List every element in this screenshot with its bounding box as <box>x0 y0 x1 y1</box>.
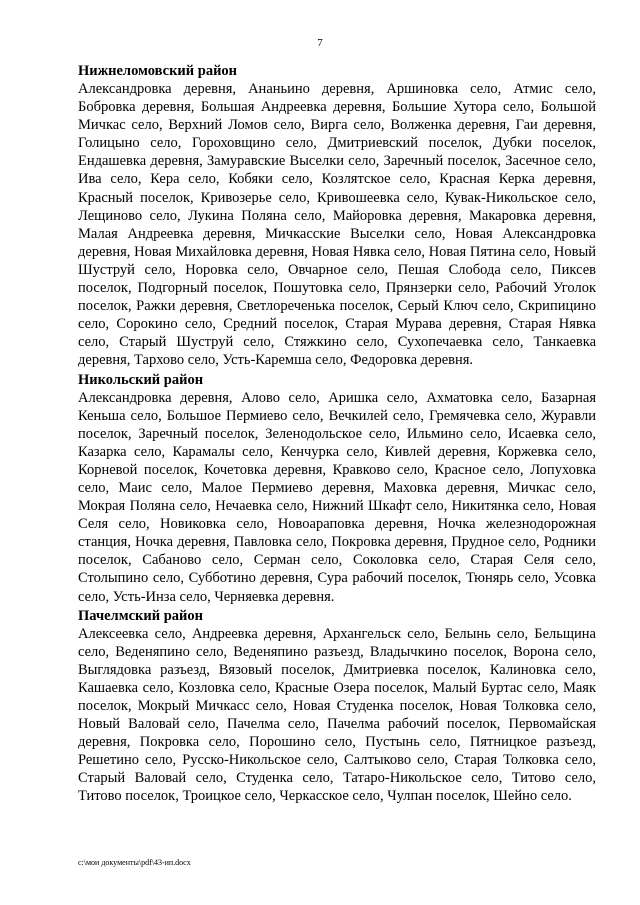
section-heading: Никольский район <box>78 371 204 388</box>
section-body: Александровка деревня, Ананьино деревня, Аршиновка село, Атмис село, Бобровка деревня, Большая Андреевка деревня, Большие Хутора село, Большой Мичкас село, Верхний Ломов село, Вирга село, Волженка деревня, Гаи деревня, Голицыно село, Гороховщино село, Дмитриевский поселок, Дубки поселок, Ендашевка деревня, Замуравские Выселки село, Заречный поселок, Засечное село, Ива село, Кера село, Кобяки село, Козлятское село, Красная Керка деревня, Красный поселок, Кривозерье село, Кривошеевка село, Кувак-Никольское село, Лещиново село, Лукина Поляна село, Майоровка деревня, Макаровка деревня, Малая Андреевка деревня, Мичкасские Выселки село, Новая Александровка деревня, Новая Михайловка деревня, Новая Нявка село, Новая Пятина село, Новый Шуструй село, Норовка село, Овчарное село, Пешая Слобода село, Пиксев поселок, Подгорный поселок, Пошутовка село, Прянзерки село, Рабочий Уголок поселок, Ражки деревня, Светлореченька поселок, Серый Ключ село, Скрипицино село, Сорокино село, Средний поселок, Старая Мурава деревня, Старая Нявка село, Старый Шуструй село, Стяжкино село, Сухопечаевка село, Танкаевка деревня, Тархово село, Усть-Каремша село, Федоровка деревня. <box>78 81 596 369</box>
document-content <box>78 62 596 807</box>
district-section <box>78 607 596 806</box>
section-heading: Нижнеломовский район <box>78 63 238 79</box>
page-number: 7 <box>317 37 323 49</box>
section-body: Александровка деревня, Алово село, Аришка село, Ахматовка село, Базарная Кеньша село, Большое Пермиево село, Вечкилей село, Гремячевка село, Журавли поселок, Заречный поселок, Зеленодольское село, Ильмино село, Исаевка село, Казарка село, Карамалы село, Кенчурка село, Кивлей деревня, Коржевка село, Корневой поселок, Кочетовка деревня, Кравково село, Красное село, Лопуховка село, Маис село, Малое Пермиево деревня, Маховка деревня, Мичкас село, Мокрая Поляна село, Нечаевка село, Нижний Шкафт село, Никитянка село, Новая Селя село, Новиковка село, Новоараповка деревня, Ночка железнодорожная станция, Ночка деревня, Павловка село, Покровка деревня, Прудное село, Родники поселок, Сабаново село, Серман село, Соколовка село, Старая Селя село, Столыпино село, Субботино деревня, Сура рабочий поселок, Тюнярь село, Усовка село, Усть-Инза село, Черняевка деревня. <box>78 389 596 605</box>
footer-file-path: c:\мои документы\pdf\43-ип.docx <box>78 858 191 867</box>
section-body: Алексеевка село, Андреевка деревня, Архангельск село, Белынь село, Бельщина село, Веденяпино село, Веденяпино разъезд, Владычкино поселок, Ворона село, Выглядовка разъезд, Вязовый поселок, Дмитриевка поселок, Калиновка село, Кашаевка село, Козловка село, Красные Озера поселок, Малый Буртас село, Маяк поселок, Мокрый Мичкасс село, Новая Студенка поселок, Новая Толковка село, Новый Валовай село, Пачелма село, Пачелма рабочий поселок, Первомайская деревня, Покровка село, Порошино село, Пустынь село, Пятницкое разъезд, Решетино село, Русско-Никольское село, Салтыково село, Старая Толковка село, Старый Валовай село, Студенка село, Татаро-Никольское село, Титово село, Титово поселок, Троицкое село, Черкасское село, Чулпан поселок, Шейно село. <box>78 625 596 805</box>
district-section <box>78 371 596 606</box>
district-section <box>78 62 596 370</box>
section-heading: Пачелмский район <box>78 607 203 624</box>
